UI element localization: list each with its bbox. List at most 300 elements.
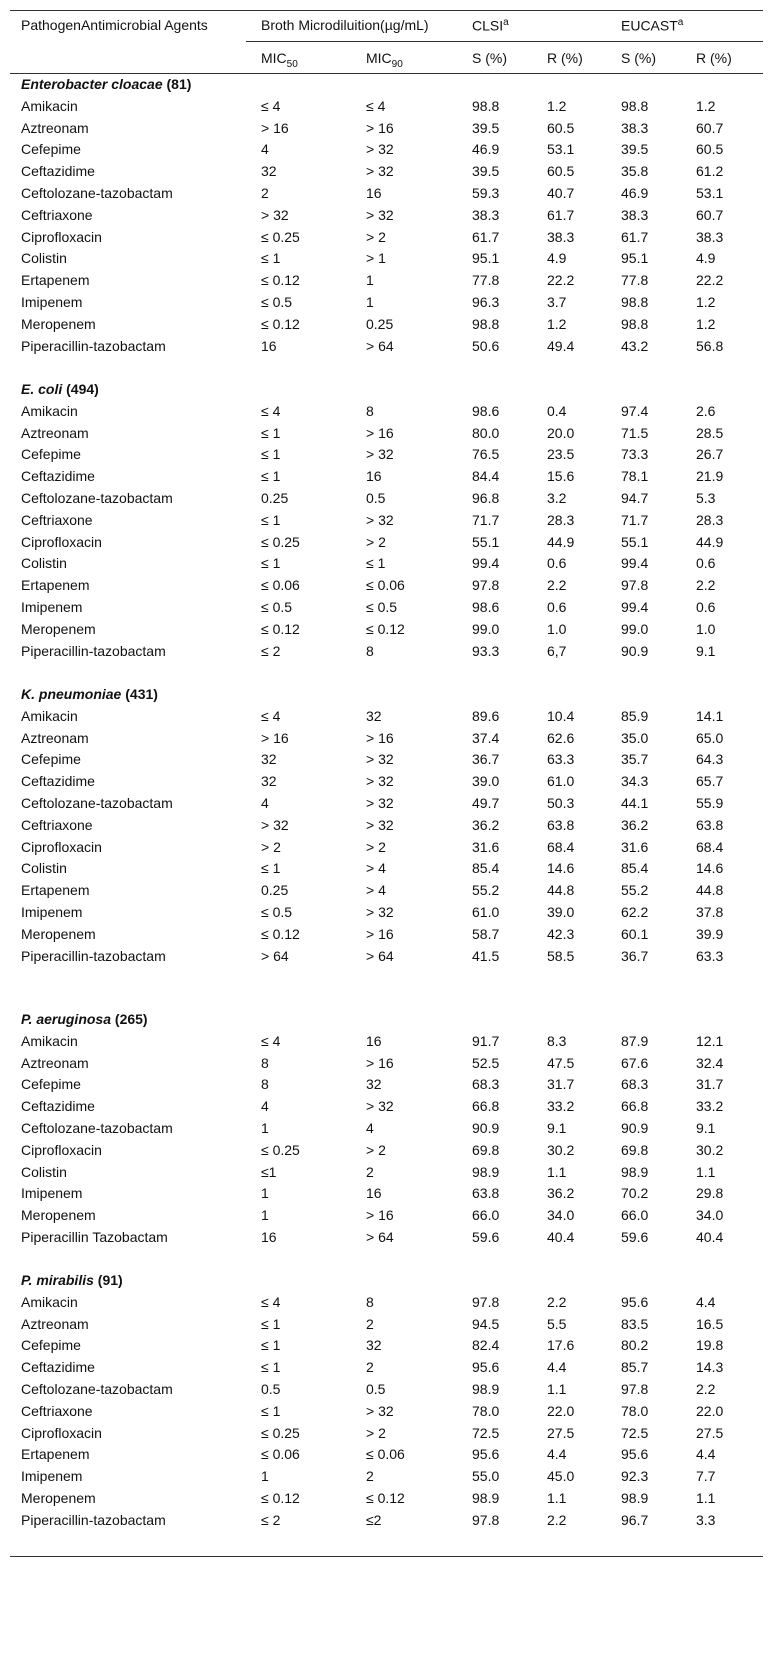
- cell-mic90: > 2: [366, 1424, 386, 1441]
- table-row: [10, 401, 763, 424]
- cell-clsi-s: 98.6: [472, 599, 500, 615]
- cell-clsi-s: 97.8: [472, 577, 500, 594]
- table-row: [10, 270, 763, 293]
- cell-clsi-s: 76.5: [472, 446, 500, 463]
- cell-eucast-r: 12.1: [696, 1032, 724, 1049]
- table-row: [10, 619, 763, 642]
- cell-eucast-s: 43.2: [621, 337, 649, 354]
- cell-eucast-s: 35.7: [621, 751, 649, 768]
- cell-agent: Colistin: [21, 250, 67, 267]
- cell-mic90: ≤ 0.12: [366, 620, 405, 637]
- cell-clsi-s: 71.7: [472, 511, 500, 528]
- cell-agent: Ertapenem: [21, 272, 90, 289]
- cell-agent: Cefepime: [21, 1337, 81, 1354]
- pathogen-name: Enterobacter cloacae: [21, 76, 163, 92]
- cell-clsi-r: 10.4: [547, 707, 575, 724]
- cell-agent: Amikacin: [21, 1293, 78, 1310]
- cell-eucast-r: 61.2: [696, 163, 724, 180]
- table-row: [10, 575, 763, 598]
- cell-clsi-r: 1.2: [547, 97, 567, 114]
- cell-mic90: > 32: [366, 1402, 394, 1419]
- cell-clsi-s: 94.5: [472, 1315, 500, 1332]
- cell-mic50: ≤ 1: [261, 555, 281, 572]
- cell-clsi-s: 36.2: [472, 816, 500, 833]
- cell-eucast-r: 9.1: [696, 1120, 716, 1136]
- cell-mic90: > 32: [366, 446, 394, 463]
- cell-clsi-s: 50.6: [472, 337, 500, 354]
- cell-mic90: > 2: [366, 228, 386, 245]
- cell-clsi-r: 63.8: [547, 816, 575, 833]
- cell-mic90: > 16: [366, 729, 394, 746]
- header-eucast: EUCAST$^a$: [621, 17, 684, 34]
- cell-agent: Cefepime: [21, 1076, 81, 1093]
- cell-eucast-r: 26.7: [696, 446, 724, 463]
- cell-eucast-r: 0.6: [696, 555, 716, 572]
- table-row: [10, 1074, 763, 1097]
- cell-clsi-r: 36.2: [547, 1185, 575, 1202]
- cell-clsi-r: 4.4: [547, 1359, 567, 1376]
- pathogen-name: P. aeruginosa: [21, 1011, 112, 1027]
- table-row: [10, 793, 763, 816]
- cell-clsi-s: 38.3: [472, 206, 500, 223]
- cell-mic50: ≤ 0.12: [261, 620, 300, 637]
- cell-mic90: 16: [366, 185, 382, 201]
- cell-clsi-r: 1.0: [547, 620, 567, 637]
- table-row: [10, 902, 763, 925]
- cell-eucast-s: 35.0: [621, 729, 649, 746]
- pathogen-name: K. pneumoniae: [21, 686, 122, 702]
- cell-eucast-s: 69.8: [621, 1141, 649, 1158]
- cell-agent: Ceftolozane-tazobactam: [21, 795, 173, 811]
- cell-agent: Piperacillin-tazobactam: [21, 642, 166, 659]
- cell-mic50: ≤ 1: [261, 1402, 281, 1419]
- group-title: [21, 1011, 148, 1027]
- cell-eucast-s: 83.5: [621, 1315, 649, 1332]
- cell-clsi-s: 84.4: [472, 468, 500, 485]
- cell-agent: Ceftolozane-tazobactam: [21, 185, 173, 201]
- cell-eucast-r: 22.0: [696, 1402, 724, 1419]
- cell-mic90: 1: [366, 294, 374, 310]
- cell-agent: Amikacin: [21, 707, 78, 724]
- table-row: [10, 749, 763, 772]
- cell-clsi-s: 66.0: [472, 1207, 500, 1224]
- cell-agent: Ciprofloxacin: [21, 1141, 102, 1158]
- cell-mic90: 16: [366, 1032, 382, 1049]
- cell-mic50: 4: [261, 141, 269, 158]
- cell-clsi-s: 41.5: [472, 947, 500, 964]
- table-row: [10, 1053, 763, 1076]
- cell-agent: Ertapenem: [21, 1446, 90, 1463]
- cell-clsi-s: 55.0: [472, 1468, 500, 1485]
- cell-mic50: ≤ 2: [261, 642, 281, 659]
- cell-eucast-s: 68.3: [621, 1076, 649, 1093]
- cell-eucast-r: 1.1: [696, 1490, 716, 1506]
- cell-eucast-r: 2.2: [696, 1381, 716, 1397]
- cell-clsi-s: 69.8: [472, 1141, 500, 1158]
- header-sub-rule: [246, 41, 763, 42]
- top-rule: [10, 10, 763, 11]
- cell-agent: Cefepime: [21, 141, 81, 158]
- cell-mic90: > 4: [366, 860, 386, 877]
- header-eucast-s: S (%): [621, 50, 656, 66]
- cell-agent: Imipenem: [21, 904, 83, 920]
- cell-clsi-s: 98.9: [472, 1490, 500, 1506]
- cell-clsi-s: 96.3: [472, 294, 500, 310]
- table-row: [10, 488, 763, 511]
- cell-clsi-s: 59.3: [472, 185, 500, 201]
- cell-mic90: > 32: [366, 795, 394, 811]
- cell-clsi-r: 0.6: [547, 599, 567, 615]
- cell-agent: Ceftazidime: [21, 1098, 95, 1115]
- group-title: [21, 381, 99, 397]
- cell-clsi-s: 55.2: [472, 882, 500, 899]
- cell-clsi-s: 89.6: [472, 707, 500, 724]
- table-row: [10, 1227, 763, 1250]
- cell-clsi-s: 99.4: [472, 555, 500, 572]
- cell-mic90: > 32: [366, 773, 394, 790]
- cell-agent: Aztreonam: [21, 1315, 89, 1332]
- table-row: [10, 336, 763, 359]
- cell-clsi-r: 44.9: [547, 533, 575, 550]
- cell-mic50: > 64: [261, 947, 289, 964]
- cell-clsi-r: 1.2: [547, 315, 567, 332]
- cell-eucast-r: 9.1: [696, 642, 716, 659]
- cell-agent: Imipenem: [21, 599, 83, 615]
- cell-mic90: > 16: [366, 119, 394, 136]
- cell-agent: Piperacillin-tazobactam: [21, 1511, 166, 1528]
- cell-eucast-s: 85.9: [621, 707, 649, 724]
- cell-mic90: 32: [366, 707, 382, 724]
- cell-agent: Amikacin: [21, 97, 78, 114]
- cell-eucast-s: 95.1: [621, 250, 649, 267]
- table-row: [10, 1140, 763, 1163]
- cell-mic50: ≤ 1: [261, 860, 281, 877]
- cell-clsi-r: 44.8: [547, 882, 575, 899]
- table-row: [10, 1510, 763, 1533]
- cell-eucast-r: 37.8: [696, 904, 724, 920]
- cell-eucast-s: 98.9: [621, 1163, 649, 1180]
- table-row: [10, 1118, 763, 1141]
- cell-eucast-s: 36.7: [621, 947, 649, 964]
- cell-agent: Ceftriaxone: [21, 206, 93, 223]
- isolate-count: (431): [125, 686, 158, 702]
- cell-eucast-r: 55.9: [696, 795, 724, 811]
- cell-agent: Meropenem: [21, 1490, 96, 1506]
- cell-clsi-r: 61.0: [547, 773, 575, 790]
- cell-eucast-s: 44.1: [621, 795, 649, 811]
- cell-eucast-r: 22.2: [696, 272, 724, 289]
- cell-eucast-s: 85.7: [621, 1359, 649, 1376]
- cell-clsi-r: 27.5: [547, 1424, 575, 1441]
- cell-eucast-s: 99.4: [621, 555, 649, 572]
- table-row: [10, 1423, 763, 1446]
- cell-mic50: ≤ 0.25: [261, 1424, 300, 1441]
- cell-mic50: ≤ 0.25: [261, 228, 300, 245]
- cell-agent: Ceftriaxone: [21, 1402, 93, 1419]
- cell-clsi-r: 47.5: [547, 1054, 575, 1071]
- cell-eucast-s: 85.4: [621, 860, 649, 877]
- cell-clsi-r: 1.1: [547, 1163, 567, 1180]
- cell-mic50: 1: [261, 1185, 269, 1202]
- cell-eucast-s: 67.6: [621, 1054, 649, 1071]
- cell-agent: Imipenem: [21, 1185, 83, 1202]
- cell-mic90: ≤ 0.06: [366, 1446, 405, 1463]
- cell-mic90: > 64: [366, 947, 394, 964]
- cell-mic50: 0.25: [261, 882, 289, 899]
- cell-mic50: ≤1: [261, 1163, 277, 1180]
- group-title: [21, 686, 158, 702]
- isolate-count: (494): [66, 381, 99, 397]
- table-row: [10, 96, 763, 119]
- bottom-rule: [10, 1556, 763, 1557]
- cell-mic90: > 32: [366, 816, 394, 833]
- header-eucast-r: R (%): [696, 50, 732, 66]
- cell-agent: Piperacillin Tazobactam: [21, 1229, 168, 1245]
- cell-mic50: > 16: [261, 119, 289, 136]
- cell-agent: Ertapenem: [21, 577, 90, 594]
- cell-agent: Ceftazidime: [21, 468, 95, 485]
- cell-mic50: 8: [261, 1076, 269, 1093]
- cell-eucast-s: 77.8: [621, 272, 649, 289]
- cell-mic50: ≤ 4: [261, 97, 281, 114]
- cell-mic90: 2: [366, 1315, 374, 1332]
- cell-mic50: ≤ 0.12: [261, 925, 300, 942]
- cell-clsi-r: 39.0: [547, 904, 575, 920]
- cell-eucast-s: 80.2: [621, 1337, 649, 1354]
- table-row: [10, 858, 763, 881]
- cell-clsi-r: 58.5: [547, 947, 575, 964]
- cell-mic90: 2: [366, 1359, 374, 1376]
- cell-eucast-s: 96.7: [621, 1511, 649, 1528]
- cell-clsi-r: 3.7: [547, 294, 567, 310]
- cell-eucast-s: 66.0: [621, 1207, 649, 1224]
- table-row: [10, 161, 763, 184]
- cell-clsi-r: 1.1: [547, 1490, 567, 1506]
- cell-eucast-s: 71.7: [621, 511, 649, 528]
- cell-eucast-r: 60.5: [696, 141, 724, 158]
- cell-mic90: > 32: [366, 163, 394, 180]
- cell-eucast-s: 99.0: [621, 620, 649, 637]
- cell-eucast-s: 92.3: [621, 1468, 649, 1485]
- header-clsi: CLSI$^a$: [472, 17, 509, 34]
- cell-eucast-s: 38.3: [621, 206, 649, 223]
- cell-mic50: ≤ 0.06: [261, 1446, 300, 1463]
- cell-clsi-r: 4.4: [547, 1446, 567, 1463]
- table-row: [10, 1162, 763, 1185]
- cell-eucast-s: 98.8: [621, 97, 649, 114]
- cell-agent: Aztreonam: [21, 1054, 89, 1071]
- cell-clsi-s: 61.0: [472, 904, 500, 920]
- cell-eucast-s: 98.8: [621, 294, 649, 310]
- cell-clsi-s: 49.7: [472, 795, 500, 811]
- cell-mic90: > 1: [366, 250, 386, 267]
- pathogen-name: E. coli: [21, 381, 63, 397]
- cell-agent: Ceftolozane-tazobactam: [21, 1381, 173, 1397]
- cell-mic50: 32: [261, 751, 277, 768]
- cell-clsi-r: 15.6: [547, 468, 575, 485]
- cell-clsi-s: 98.8: [472, 315, 500, 332]
- cell-clsi-s: 93.3: [472, 642, 500, 659]
- cell-clsi-r: 8.3: [547, 1032, 567, 1049]
- cell-agent: Imipenem: [21, 294, 83, 310]
- cell-mic50: ≤ 1: [261, 250, 281, 267]
- cell-clsi-s: 46.9: [472, 141, 500, 158]
- cell-clsi-r: 31.7: [547, 1076, 575, 1093]
- cell-clsi-s: 39.5: [472, 119, 500, 136]
- isolate-count: (91): [97, 1272, 123, 1288]
- cell-clsi-r: 4.9: [547, 250, 567, 267]
- cell-eucast-r: 1.2: [696, 97, 716, 114]
- cell-mic90: 8: [366, 1293, 374, 1310]
- cell-eucast-r: 16.5: [696, 1315, 724, 1332]
- cell-mic90: ≤ 0.12: [366, 1490, 405, 1506]
- table-row: [10, 423, 763, 446]
- table-row: [10, 641, 763, 664]
- cell-agent: Ciprofloxacin: [21, 533, 102, 550]
- cell-eucast-r: 28.3: [696, 511, 724, 528]
- cell-eucast-s: 90.9: [621, 642, 649, 659]
- cell-mic50: 0.5: [261, 1381, 281, 1397]
- cell-clsi-r: 40.7: [547, 185, 575, 201]
- cell-clsi-s: 78.0: [472, 1402, 500, 1419]
- cell-mic90: 32: [366, 1337, 382, 1354]
- cell-clsi-r: 6,7: [547, 642, 567, 659]
- cell-eucast-r: 31.7: [696, 1076, 724, 1093]
- cell-mic50: ≤ 0.5: [261, 294, 293, 310]
- cell-eucast-r: 14.1: [696, 707, 724, 724]
- cell-eucast-r: 44.8: [696, 882, 724, 899]
- cell-clsi-s: 82.4: [472, 1337, 500, 1354]
- cell-eucast-r: 21.9: [696, 468, 724, 485]
- isolate-count: (265): [114, 1011, 148, 1027]
- cell-eucast-s: 71.5: [621, 424, 649, 441]
- group-title: [21, 76, 191, 92]
- table-row: [10, 946, 763, 969]
- cell-eucast-s: 97.8: [621, 1381, 649, 1397]
- cell-clsi-s: 85.4: [472, 860, 500, 877]
- cell-clsi-r: 34.0: [547, 1207, 575, 1224]
- cell-agent: Ceftriaxone: [21, 816, 93, 833]
- cell-eucast-r: 29.8: [696, 1185, 724, 1202]
- cell-mic50: 32: [261, 773, 277, 790]
- table-row: [10, 314, 763, 337]
- cell-mic50: ≤ 0.5: [261, 599, 293, 615]
- header-clsi-r: R (%): [547, 50, 583, 66]
- cell-eucast-s: 97.4: [621, 402, 649, 419]
- cell-clsi-s: 37.4: [472, 729, 500, 746]
- cell-clsi-s: 55.1: [472, 533, 500, 550]
- cell-mic50: ≤ 1: [261, 424, 281, 441]
- cell-mic90: 0.5: [366, 1381, 386, 1397]
- cell-agent: Ceftriaxone: [21, 511, 93, 528]
- cell-eucast-r: 28.5: [696, 424, 724, 441]
- cell-eucast-s: 98.8: [621, 315, 649, 332]
- header-clsi-s: S (%): [472, 50, 507, 66]
- cell-mic90: > 32: [366, 751, 394, 768]
- cell-agent: Amikacin: [21, 402, 78, 419]
- cell-eucast-s: 35.8: [621, 163, 649, 180]
- header-mic90: $MIC_{90}$: [366, 50, 403, 70]
- cell-eucast-r: 1.1: [696, 1163, 716, 1180]
- cell-eucast-s: 98.9: [621, 1490, 649, 1506]
- cell-mic90: 0.25: [366, 315, 394, 332]
- cell-eucast-s: 38.3: [621, 119, 649, 136]
- cell-clsi-s: 99.0: [472, 620, 500, 637]
- cell-eucast-r: 7.7: [696, 1468, 716, 1485]
- group-header: [10, 684, 763, 707]
- table-row: [10, 466, 763, 489]
- cell-clsi-s: 90.9: [472, 1120, 500, 1136]
- cell-eucast-r: 4.9: [696, 250, 716, 267]
- table-row: [10, 444, 763, 467]
- cell-mic90: > 32: [366, 206, 394, 223]
- cell-eucast-s: 94.7: [621, 490, 649, 506]
- cell-clsi-s: 77.8: [472, 272, 500, 289]
- cell-mic90: > 16: [366, 424, 394, 441]
- cell-mic50: 32: [261, 163, 277, 180]
- table-row: [10, 292, 763, 315]
- cell-agent: Ceftazidime: [21, 773, 95, 790]
- cell-clsi-r: 2.2: [547, 577, 567, 594]
- cell-agent: Colistin: [21, 555, 67, 572]
- cell-eucast-r: 4.4: [696, 1446, 716, 1463]
- cell-eucast-r: 44.9: [696, 533, 724, 550]
- cell-eucast-s: 60.1: [621, 925, 649, 942]
- cell-mic90: ≤ 0.5: [366, 599, 398, 615]
- cell-mic90: > 32: [366, 904, 394, 920]
- cell-clsi-s: 39.0: [472, 773, 500, 790]
- cell-agent: Ciprofloxacin: [21, 228, 102, 245]
- cell-mic90: > 32: [366, 511, 394, 528]
- table-row: [10, 1488, 763, 1511]
- cell-clsi-s: 95.1: [472, 250, 500, 267]
- cell-mic50: ≤ 4: [261, 1032, 281, 1049]
- table-row: [10, 205, 763, 228]
- table-row: [10, 815, 763, 838]
- cell-eucast-s: 87.9: [621, 1032, 649, 1049]
- cell-eucast-s: 55.2: [621, 882, 649, 899]
- cell-agent: Meropenem: [21, 1207, 96, 1224]
- cell-mic50: 0.25: [261, 490, 289, 506]
- table-row: [10, 597, 763, 620]
- table-row: [10, 1205, 763, 1228]
- cell-mic90: 32: [366, 1076, 382, 1093]
- cell-mic90: > 2: [366, 838, 386, 855]
- cell-eucast-s: 59.6: [621, 1229, 649, 1245]
- cell-eucast-r: 19.8: [696, 1337, 724, 1354]
- table-row: [10, 1031, 763, 1054]
- cell-eucast-r: 0.6: [696, 599, 716, 615]
- table-row: [10, 227, 763, 250]
- cell-eucast-s: 66.8: [621, 1098, 649, 1115]
- cell-eucast-r: 34.0: [696, 1207, 724, 1224]
- cell-eucast-r: 4.4: [696, 1293, 716, 1310]
- cell-mic50: ≤ 1: [261, 446, 281, 463]
- cell-clsi-r: 2.2: [547, 1511, 567, 1528]
- cell-eucast-s: 73.3: [621, 446, 649, 463]
- header-broth-microdilution: Broth Microdiluition(µg/mL): [261, 17, 429, 33]
- cell-mic50: ≤ 1: [261, 1337, 281, 1354]
- cell-mic50: ≤ 0.5: [261, 904, 293, 920]
- cell-mic50: 8: [261, 1054, 269, 1071]
- table-row: [10, 924, 763, 947]
- cell-agent: Colistin: [21, 860, 67, 877]
- cell-clsi-r: 38.3: [547, 228, 575, 245]
- cell-eucast-r: 64.3: [696, 751, 724, 768]
- cell-eucast-r: 32.4: [696, 1054, 724, 1071]
- table-row: [10, 771, 763, 794]
- group-header: [10, 1009, 763, 1032]
